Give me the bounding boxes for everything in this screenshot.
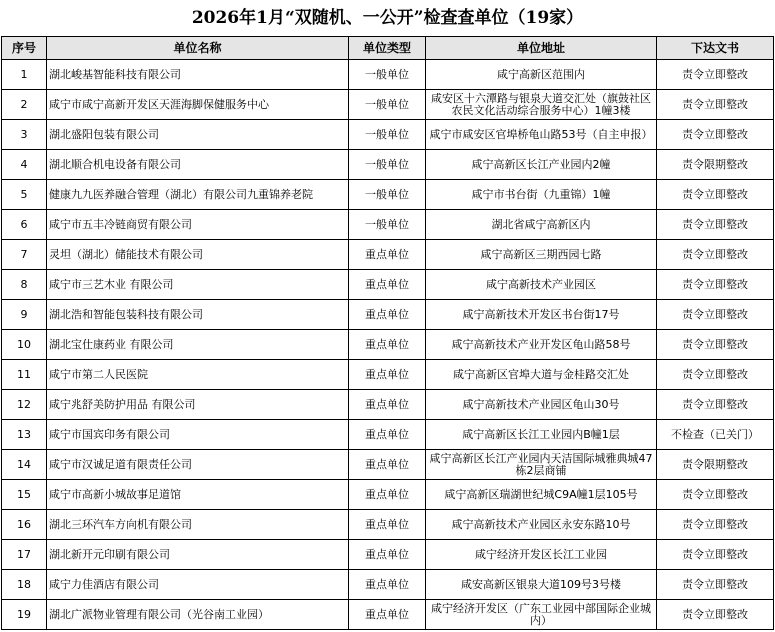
cell-unit-name: 湖北三环汽车方向机有限公司 xyxy=(47,510,349,540)
cell-document: 责令立即整改 xyxy=(657,600,774,630)
cell-unit-name: 湖北浩和智能包装科技有限公司 xyxy=(47,300,349,330)
table-row xyxy=(2,390,774,420)
cell-unit-type: 一般单位 xyxy=(349,90,426,120)
cell-index: 11 xyxy=(2,360,47,390)
cell-unit-type: 重点单位 xyxy=(349,540,426,570)
cell-index: 4 xyxy=(2,150,47,180)
table-row xyxy=(2,570,774,600)
table-row xyxy=(2,420,774,450)
cell-index: 12 xyxy=(2,390,47,420)
cell-index: 10 xyxy=(2,330,47,360)
cell-document: 责令立即整改 xyxy=(657,570,774,600)
table-row xyxy=(2,210,774,240)
cell-document: 责令立即整改 xyxy=(657,60,774,90)
cell-unit-address: 咸宁高新区三期西园七路 xyxy=(426,240,657,270)
cell-index: 14 xyxy=(2,450,47,480)
table-row xyxy=(2,150,774,180)
cell-unit-name: 湖北新开元印刷有限公司 xyxy=(47,540,349,570)
table-row xyxy=(2,450,774,480)
cell-index: 18 xyxy=(2,570,47,600)
cell-index: 17 xyxy=(2,540,47,570)
table-body xyxy=(2,60,774,630)
cell-unit-address: 咸宁高新区瑞湖世纪城C9A幢1层105号 xyxy=(426,480,657,510)
cell-index: 19 xyxy=(2,600,47,630)
cell-unit-address: 咸安高新区银泉大道109号3号楼 xyxy=(426,570,657,600)
cell-unit-address: 咸宁高新技术产业园区永安东路10号 xyxy=(426,510,657,540)
cell-unit-type: 一般单位 xyxy=(349,60,426,90)
cell-unit-name: 灵坦（湖北）储能技术有限公司 xyxy=(47,240,349,270)
cell-document: 责令立即整改 xyxy=(657,120,774,150)
table-row xyxy=(2,120,774,150)
cell-document: 责令立即整改 xyxy=(657,480,774,510)
cell-unit-type: 一般单位 xyxy=(349,180,426,210)
cell-document: 责令立即整改 xyxy=(657,540,774,570)
cell-unit-address: 咸宁高新区官埠大道与金桂路交汇处 xyxy=(426,360,657,390)
header-index: 序号 xyxy=(2,37,47,60)
cell-unit-address: 咸宁高新区范围内 xyxy=(426,60,657,90)
cell-unit-name: 咸宁力佳酒店有限公司 xyxy=(47,570,349,600)
cell-index: 15 xyxy=(2,480,47,510)
cell-document: 责令立即整改 xyxy=(657,510,774,540)
table-row xyxy=(2,60,774,90)
cell-document: 责令立即整改 xyxy=(657,300,774,330)
cell-unit-type: 重点单位 xyxy=(349,270,426,300)
table-row xyxy=(2,180,774,210)
cell-unit-address: 咸宁高新区长江产业园内天洁国际城雅典城47栋2层商铺 xyxy=(426,450,657,480)
cell-unit-name: 咸宁市咸宁高新开发区天涯海脚保健服务中心 xyxy=(47,90,349,120)
cell-unit-name: 湖北盛阳包装有限公司 xyxy=(47,120,349,150)
table-row xyxy=(2,90,774,120)
table-row xyxy=(2,360,774,390)
cell-document: 责令立即整改 xyxy=(657,210,774,240)
cell-unit-name: 湖北宝仕康药业 有限公司 xyxy=(47,330,349,360)
cell-document: 责令立即整改 xyxy=(657,240,774,270)
cell-unit-type: 重点单位 xyxy=(349,390,426,420)
cell-document: 责令立即整改 xyxy=(657,360,774,390)
cell-unit-name: 咸宁市五丰冷链商贸有限公司 xyxy=(47,210,349,240)
cell-unit-type: 重点单位 xyxy=(349,600,426,630)
cell-unit-address: 咸宁高新技术开发区书台街17号 xyxy=(426,300,657,330)
cell-unit-type: 一般单位 xyxy=(349,150,426,180)
cell-index: 1 xyxy=(2,60,47,90)
cell-unit-address: 咸宁高新区长江产业园内2幢 xyxy=(426,150,657,180)
table-row xyxy=(2,270,774,300)
table-row xyxy=(2,540,774,570)
cell-unit-address: 湖北省咸宁高新区内 xyxy=(426,210,657,240)
cell-unit-name: 咸宁兆舒美防护用品 有限公司 xyxy=(47,390,349,420)
cell-unit-name: 咸宁市高新小城故事足道馆 xyxy=(47,480,349,510)
cell-unit-type: 重点单位 xyxy=(349,480,426,510)
cell-unit-type: 重点单位 xyxy=(349,360,426,390)
cell-document: 责令立即整改 xyxy=(657,90,774,120)
cell-unit-address: 咸宁高新技术产业开发区龟山路58号 xyxy=(426,330,657,360)
cell-index: 5 xyxy=(2,180,47,210)
table-row xyxy=(2,240,774,270)
cell-unit-address: 咸宁高新技术产业园区龟山30号 xyxy=(426,390,657,420)
cell-unit-name: 湖北广派物业管理有限公司（光谷南工业园） xyxy=(47,600,349,630)
cell-index: 7 xyxy=(2,240,47,270)
header-name: 单位名称 xyxy=(47,37,349,60)
cell-unit-type: 重点单位 xyxy=(349,420,426,450)
cell-unit-type: 重点单位 xyxy=(349,240,426,270)
cell-unit-address: 咸安区十六潭路与银泉大道交汇处（旗鼓社区农民文化活动综合服务中心）1幢3楼 xyxy=(426,90,657,120)
cell-index: 13 xyxy=(2,420,47,450)
cell-unit-address: 咸宁高新区长江工业园内B幢1层 xyxy=(426,420,657,450)
table-row xyxy=(2,330,774,360)
cell-unit-type: 重点单位 xyxy=(349,570,426,600)
cell-unit-name: 湖北峻基智能科技有限公司 xyxy=(47,60,349,90)
cell-unit-name: 咸宁市第二人民医院 xyxy=(47,360,349,390)
cell-document: 责令立即整改 xyxy=(657,390,774,420)
cell-unit-name: 湖北顺合机电设备有限公司 xyxy=(47,150,349,180)
cell-document: 不检查（已关门） xyxy=(657,420,774,450)
cell-index: 6 xyxy=(2,210,47,240)
cell-unit-type: 一般单位 xyxy=(349,120,426,150)
cell-unit-name: 健康九九医养融合管理（湖北）有限公司九重锦养老院 xyxy=(47,180,349,210)
cell-unit-address: 咸宁市咸安区官埠桥龟山路53号（自主申报） xyxy=(426,120,657,150)
table-row xyxy=(2,600,774,630)
cell-index: 2 xyxy=(2,90,47,120)
table-row xyxy=(2,510,774,540)
cell-unit-address: 咸宁高新技术产业园区 xyxy=(426,270,657,300)
header-address: 单位地址 xyxy=(426,37,657,60)
cell-document: 责令限期整改 xyxy=(657,150,774,180)
cell-index: 3 xyxy=(2,120,47,150)
cell-unit-type: 重点单位 xyxy=(349,450,426,480)
cell-index: 9 xyxy=(2,300,47,330)
cell-unit-name: 咸宁市汉诚足道有限责任公司 xyxy=(47,450,349,480)
cell-unit-address: 咸宁经济开发区（广东工业园中部国际企业城内） xyxy=(426,600,657,630)
cell-unit-type: 重点单位 xyxy=(349,510,426,540)
inspection-table xyxy=(1,36,774,630)
table-row xyxy=(2,300,774,330)
header-type: 单位类型 xyxy=(349,37,426,60)
cell-unit-type: 一般单位 xyxy=(349,210,426,240)
cell-unit-name: 咸宁市国宾印务有限公司 xyxy=(47,420,349,450)
cell-document: 责令限期整改 xyxy=(657,450,774,480)
cell-index: 8 xyxy=(2,270,47,300)
cell-document: 责令立即整改 xyxy=(657,270,774,300)
cell-unit-type: 重点单位 xyxy=(349,300,426,330)
cell-unit-address: 咸宁经济开发区长江工业园 xyxy=(426,540,657,570)
header-document: 下达文书 xyxy=(657,37,774,60)
page-title: 2026年1月“双随机、一公开”检查查单位（19家） xyxy=(191,8,584,28)
cell-unit-address: 咸宁市书台街（九重锦）1幢 xyxy=(426,180,657,210)
cell-document: 责令立即整改 xyxy=(657,330,774,360)
cell-index: 16 xyxy=(2,510,47,540)
cell-unit-type: 重点单位 xyxy=(349,330,426,360)
table-row xyxy=(2,480,774,510)
cell-document: 责令立即整改 xyxy=(657,180,774,210)
cell-unit-name: 咸宁市三艺木业 有限公司 xyxy=(47,270,349,300)
header-row xyxy=(2,37,774,60)
